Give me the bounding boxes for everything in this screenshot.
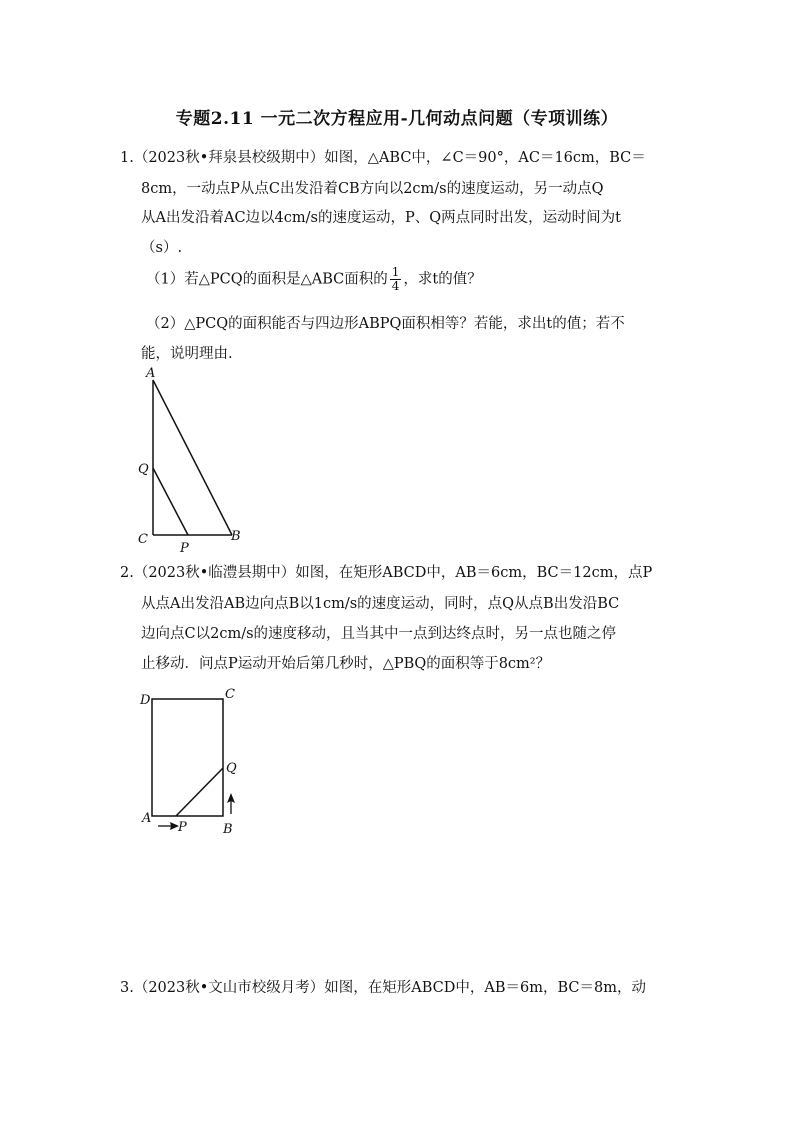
- fraction-one-quarter: [390, 266, 402, 293]
- q1-part1-tail: ，求t的值？: [403, 271, 482, 288]
- label-a: A: [146, 366, 156, 381]
- q1-line-4: （s）.: [141, 240, 183, 256]
- q1-line-3: 从A出发沿着AC边以4cm/s的速度运动，P、Q两点同时出发，运动时间为t: [141, 210, 621, 226]
- q1-part2-line-2: 能，说明理由.: [141, 346, 233, 362]
- label-a: A: [142, 811, 152, 826]
- q2-line-2: 从点A出发沿AB边向点B以1cm/s的速度运动，同时，点Q从点B出发沿BC: [141, 596, 620, 612]
- segment-pq: [176, 768, 223, 816]
- q2-line-1: 2.（2023秋•临澧县期中）如图，在矩形ABCD中，AB＝6cm，BC＝12cm，点P: [120, 565, 653, 581]
- q2-line-4: 止移动．问点P运动开始后第几秒时，△PBQ的面积等于8cm²？: [141, 656, 551, 672]
- q2-rectangle-figure: [134, 684, 254, 844]
- q1-part2-line-1: （2）△PCQ的面积能否与四边形ABPQ面积相等？若能，求出t的值；若不: [146, 316, 625, 332]
- label-d: D: [140, 693, 151, 708]
- q1-part1-text: （1）若△PCQ的面积是△ABC面积的: [146, 271, 388, 288]
- q1-line-1: 1.（2023秋•拜泉县校级期中）如图，△ABC中，∠C＝90°，AC＝16cm，BC＝: [120, 150, 646, 166]
- fraction-denominator: 4: [391, 279, 400, 293]
- side-ab: [153, 380, 232, 535]
- q1-part1: [146, 266, 482, 293]
- label-c: C: [138, 532, 148, 547]
- label-p: P: [180, 541, 189, 556]
- page-title: 专题2.11 一元二次方程应用-几何动点问题（专项训练）: [175, 109, 619, 129]
- q3-line-1: 3.（2023秋•文山市校级月考）如图，在矩形ABCD中，AB＝6m，BC＝8m，动: [120, 980, 646, 996]
- label-p: P: [178, 820, 187, 835]
- label-b: B: [223, 822, 233, 837]
- q1-line-2: 8cm，一动点P从点C出发沿着CB方向以2cm/s的速度运动，另一动点Q: [141, 181, 604, 197]
- label-q: Q: [226, 761, 237, 776]
- q2-line-3: 边向点C以2cm/s的速度移动，且当其中一点到达终点时，另一点也随之停: [141, 626, 617, 642]
- label-q: Q: [138, 462, 149, 477]
- fraction-numerator: 1: [391, 265, 400, 279]
- q1-triangle-figure: [130, 360, 260, 560]
- label-c: C: [225, 687, 235, 702]
- rectangle-abcd: [152, 699, 223, 816]
- label-b: B: [231, 529, 241, 544]
- segment-qp: [153, 468, 188, 535]
